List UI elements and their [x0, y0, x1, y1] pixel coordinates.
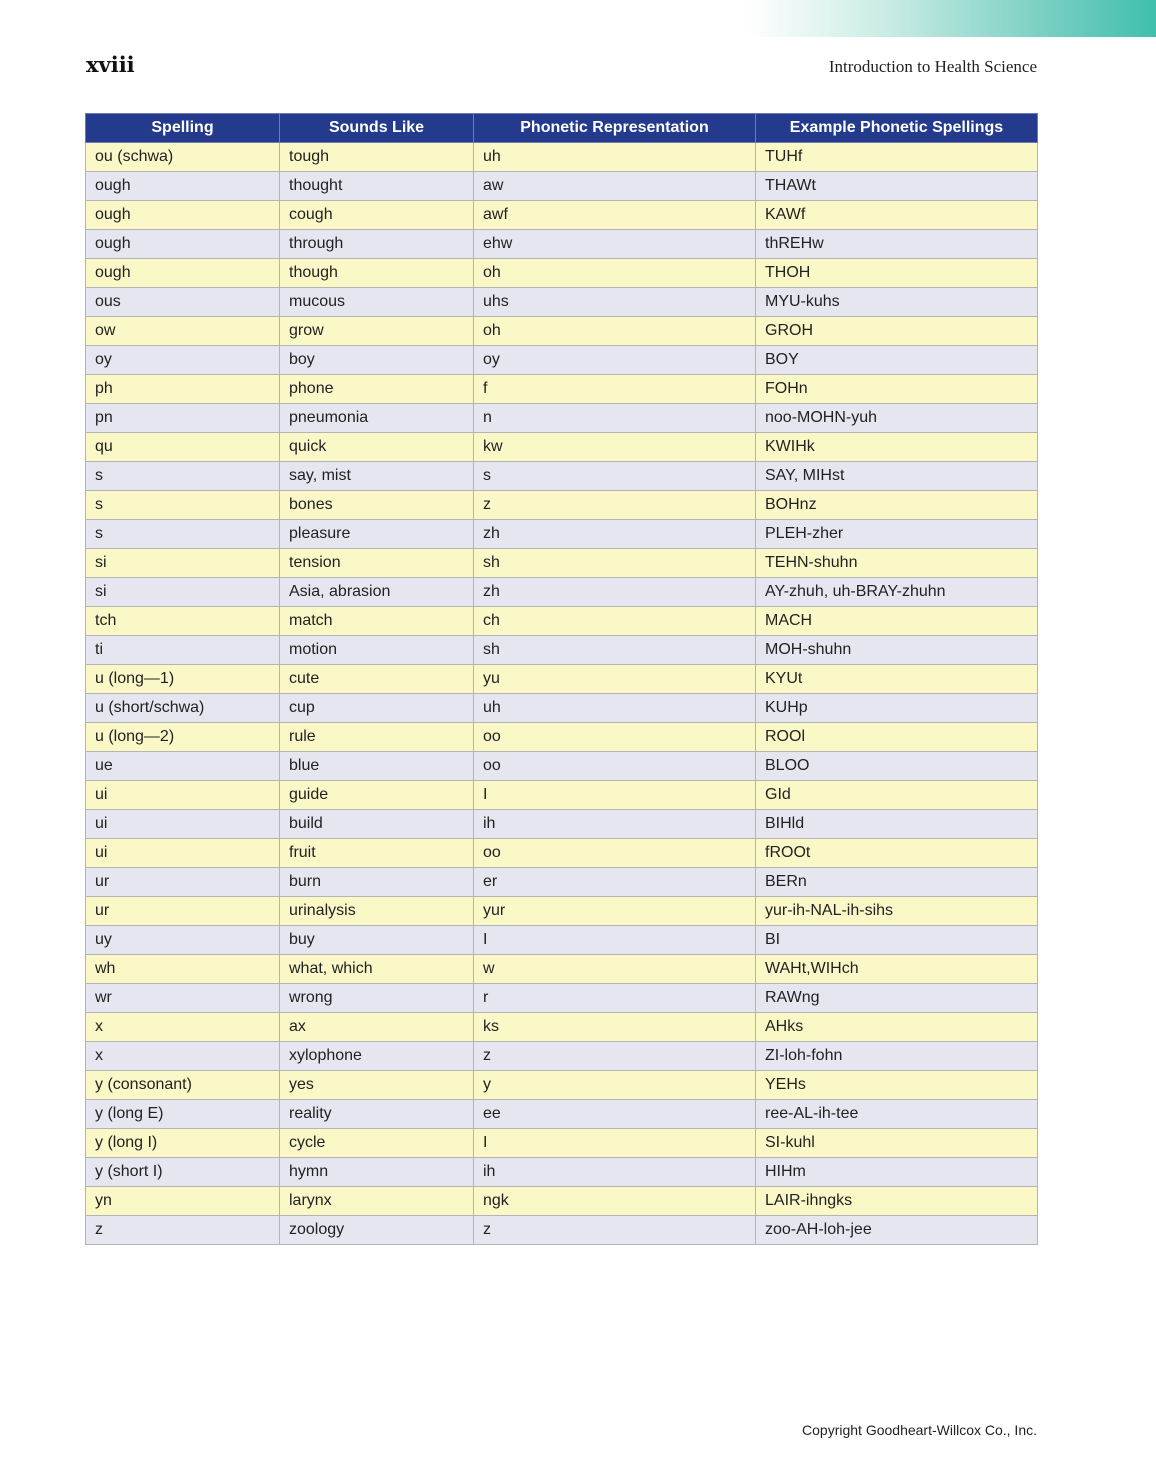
- example-cell: thREHw: [756, 230, 1038, 259]
- phonetic-cell: oo: [474, 752, 756, 781]
- example-cell: BLOO: [756, 752, 1038, 781]
- example-cell: BOHnz: [756, 491, 1038, 520]
- table-row: [86, 1013, 1038, 1042]
- table-row: [86, 1129, 1038, 1158]
- spelling-cell: ou (schwa): [86, 143, 280, 172]
- sounds-like-cell: say, mist: [280, 462, 474, 491]
- spelling-cell: x: [86, 1042, 280, 1071]
- table-row: [86, 201, 1038, 230]
- phonetic-cell: s: [474, 462, 756, 491]
- table-row: [86, 1216, 1038, 1245]
- phonetic-cell: ngk: [474, 1187, 756, 1216]
- sounds-like-cell: rule: [280, 723, 474, 752]
- spelling-cell: si: [86, 578, 280, 607]
- example-cell: TUHf: [756, 143, 1038, 172]
- sounds-like-cell: yes: [280, 1071, 474, 1100]
- example-cell: KAWf: [756, 201, 1038, 230]
- table-row: [86, 288, 1038, 317]
- table-row: [86, 259, 1038, 288]
- example-cell: AHks: [756, 1013, 1038, 1042]
- phonetic-cell: er: [474, 868, 756, 897]
- phonetic-cell: sh: [474, 549, 756, 578]
- spelling-cell: s: [86, 462, 280, 491]
- phonetic-cell: aw: [474, 172, 756, 201]
- spelling-cell: qu: [86, 433, 280, 462]
- table-row: [86, 897, 1038, 926]
- sounds-like-cell: build: [280, 810, 474, 839]
- spelling-cell: s: [86, 491, 280, 520]
- spelling-cell: wh: [86, 955, 280, 984]
- phonetic-cell: z: [474, 491, 756, 520]
- phonetic-cell: oy: [474, 346, 756, 375]
- table-row: [86, 926, 1038, 955]
- example-cell: RAWng: [756, 984, 1038, 1013]
- example-cell: MOH-shuhn: [756, 636, 1038, 665]
- example-cell: MACH: [756, 607, 1038, 636]
- phonetic-cell: ih: [474, 810, 756, 839]
- example-cell: KWIHk: [756, 433, 1038, 462]
- phonetic-cell: yu: [474, 665, 756, 694]
- sounds-like-cell: Asia, abrasion: [280, 578, 474, 607]
- spelling-cell: ous: [86, 288, 280, 317]
- table-row: [86, 1187, 1038, 1216]
- spelling-cell: ow: [86, 317, 280, 346]
- example-cell: LAIR-ihngks: [756, 1187, 1038, 1216]
- spelling-cell: ur: [86, 897, 280, 926]
- spelling-cell: y (long I): [86, 1129, 280, 1158]
- phonetic-cell: yur: [474, 897, 756, 926]
- example-cell: THOH: [756, 259, 1038, 288]
- spelling-cell: y (consonant): [86, 1071, 280, 1100]
- example-cell: SAY, MIHst: [756, 462, 1038, 491]
- phonetic-cell: zh: [474, 578, 756, 607]
- sounds-like-cell: bones: [280, 491, 474, 520]
- spelling-cell: u (short/schwa): [86, 694, 280, 723]
- phonetic-cell: uh: [474, 694, 756, 723]
- table-row: [86, 462, 1038, 491]
- phonetic-cell: uhs: [474, 288, 756, 317]
- table-row: [86, 404, 1038, 433]
- phonetic-cell: I: [474, 926, 756, 955]
- phonetic-cell: z: [474, 1042, 756, 1071]
- spelling-cell: ue: [86, 752, 280, 781]
- sounds-like-cell: cycle: [280, 1129, 474, 1158]
- spelling-cell: ur: [86, 868, 280, 897]
- table-row: [86, 375, 1038, 404]
- table-row: [86, 230, 1038, 259]
- sounds-like-cell: tension: [280, 549, 474, 578]
- phonetic-cell: n: [474, 404, 756, 433]
- table-header-row: [86, 114, 1038, 143]
- example-cell: ZI-loh-fohn: [756, 1042, 1038, 1071]
- phonetic-cell: ih: [474, 1158, 756, 1187]
- table-row: [86, 549, 1038, 578]
- phonetic-cell: ks: [474, 1013, 756, 1042]
- example-cell: YEHs: [756, 1071, 1038, 1100]
- sounds-like-cell: xylophone: [280, 1042, 474, 1071]
- sounds-like-cell: buy: [280, 926, 474, 955]
- spelling-cell: pn: [86, 404, 280, 433]
- example-cell: yur-ih-NAL-ih-sihs: [756, 897, 1038, 926]
- sounds-like-cell: pleasure: [280, 520, 474, 549]
- table-row: [86, 433, 1038, 462]
- table-row: [86, 839, 1038, 868]
- spelling-cell: s: [86, 520, 280, 549]
- table-row: [86, 317, 1038, 346]
- table-row: [86, 1071, 1038, 1100]
- sounds-like-cell: cute: [280, 665, 474, 694]
- phonetic-cell: w: [474, 955, 756, 984]
- decorative-gradient-band: [746, 0, 1156, 37]
- column-header-phonetic-representation: Phonetic Representation: [474, 114, 756, 143]
- phonetic-cell: sh: [474, 636, 756, 665]
- table-row: [86, 1158, 1038, 1187]
- spelling-cell: tch: [86, 607, 280, 636]
- sounds-like-cell: phone: [280, 375, 474, 404]
- table-row: [86, 1042, 1038, 1071]
- example-cell: WAHt,WIHch: [756, 955, 1038, 984]
- spelling-cell: ough: [86, 172, 280, 201]
- spelling-cell: wr: [86, 984, 280, 1013]
- sounds-like-cell: zoology: [280, 1216, 474, 1245]
- sounds-like-cell: urinalysis: [280, 897, 474, 926]
- sounds-like-cell: fruit: [280, 839, 474, 868]
- table-row: [86, 810, 1038, 839]
- sounds-like-cell: quick: [280, 433, 474, 462]
- spelling-cell: yn: [86, 1187, 280, 1216]
- copyright-notice: Copyright Goodheart-Willcox Co., Inc.: [802, 1422, 1037, 1438]
- table-row: [86, 723, 1038, 752]
- phonetic-cell: kw: [474, 433, 756, 462]
- sounds-like-cell: grow: [280, 317, 474, 346]
- example-cell: BIHld: [756, 810, 1038, 839]
- sounds-like-cell: cup: [280, 694, 474, 723]
- page-number: xviii: [86, 52, 135, 77]
- phonetic-cell: zh: [474, 520, 756, 549]
- phonetic-cell: I: [474, 1129, 756, 1158]
- table-row: [86, 955, 1038, 984]
- example-cell: MYU-kuhs: [756, 288, 1038, 317]
- spelling-cell: x: [86, 1013, 280, 1042]
- table-row: [86, 520, 1038, 549]
- phonetic-cell: oo: [474, 723, 756, 752]
- example-cell: KUHp: [756, 694, 1038, 723]
- table-row: [86, 868, 1038, 897]
- spelling-cell: y (short I): [86, 1158, 280, 1187]
- example-cell: THAWt: [756, 172, 1038, 201]
- spelling-cell: si: [86, 549, 280, 578]
- column-header-sounds-like: Sounds Like: [280, 114, 474, 143]
- example-cell: HIHm: [756, 1158, 1038, 1187]
- phonetic-cell: oh: [474, 317, 756, 346]
- sounds-like-cell: what, which: [280, 955, 474, 984]
- example-cell: BI: [756, 926, 1038, 955]
- spelling-cell: ui: [86, 839, 280, 868]
- example-cell: zoo-AH-loh-jee: [756, 1216, 1038, 1245]
- table-row: [86, 491, 1038, 520]
- spelling-cell: ph: [86, 375, 280, 404]
- example-cell: KYUt: [756, 665, 1038, 694]
- sounds-like-cell: through: [280, 230, 474, 259]
- sounds-like-cell: mucous: [280, 288, 474, 317]
- example-cell: ROOl: [756, 723, 1038, 752]
- table-row: [86, 172, 1038, 201]
- example-cell: TEHN-shuhn: [756, 549, 1038, 578]
- phonetic-cell: I: [474, 781, 756, 810]
- phonetic-cell: uh: [474, 143, 756, 172]
- sounds-like-cell: wrong: [280, 984, 474, 1013]
- sounds-like-cell: blue: [280, 752, 474, 781]
- sounds-like-cell: pneumonia: [280, 404, 474, 433]
- example-cell: ree-AL-ih-tee: [756, 1100, 1038, 1129]
- table-row: [86, 694, 1038, 723]
- spelling-cell: ui: [86, 810, 280, 839]
- sounds-like-cell: though: [280, 259, 474, 288]
- example-cell: GROH: [756, 317, 1038, 346]
- example-cell: GId: [756, 781, 1038, 810]
- table-row: [86, 578, 1038, 607]
- example-cell: BOY: [756, 346, 1038, 375]
- table-row: [86, 752, 1038, 781]
- sounds-like-cell: cough: [280, 201, 474, 230]
- sounds-like-cell: guide: [280, 781, 474, 810]
- phonetic-cell: oh: [474, 259, 756, 288]
- phonetic-cell: ehw: [474, 230, 756, 259]
- sounds-like-cell: match: [280, 607, 474, 636]
- example-cell: noo-MOHN-yuh: [756, 404, 1038, 433]
- phonetic-cell: awf: [474, 201, 756, 230]
- sounds-like-cell: thought: [280, 172, 474, 201]
- sounds-like-cell: larynx: [280, 1187, 474, 1216]
- phonetic-cell: f: [474, 375, 756, 404]
- sounds-like-cell: reality: [280, 1100, 474, 1129]
- table-row: [86, 143, 1038, 172]
- table-row: [86, 665, 1038, 694]
- sounds-like-cell: burn: [280, 868, 474, 897]
- sounds-like-cell: ax: [280, 1013, 474, 1042]
- spelling-cell: ough: [86, 201, 280, 230]
- phonetic-cell: r: [474, 984, 756, 1013]
- spelling-cell: ough: [86, 259, 280, 288]
- column-header-example-phonetic-spellings: Example Phonetic Spellings: [756, 114, 1038, 143]
- phonetic-cell: y: [474, 1071, 756, 1100]
- example-cell: BERn: [756, 868, 1038, 897]
- table-row: [86, 346, 1038, 375]
- phonetic-cell: oo: [474, 839, 756, 868]
- spelling-cell: u (long—1): [86, 665, 280, 694]
- table-row: [86, 607, 1038, 636]
- spelling-cell: y (long E): [86, 1100, 280, 1129]
- example-cell: FOHn: [756, 375, 1038, 404]
- spelling-cell: ti: [86, 636, 280, 665]
- spelling-cell: ui: [86, 781, 280, 810]
- phonetic-table: [85, 113, 1038, 1245]
- sounds-like-cell: boy: [280, 346, 474, 375]
- table-row: [86, 781, 1038, 810]
- spelling-cell: ough: [86, 230, 280, 259]
- example-cell: fROOt: [756, 839, 1038, 868]
- table-row: [86, 636, 1038, 665]
- sounds-like-cell: tough: [280, 143, 474, 172]
- table-row: [86, 1100, 1038, 1129]
- spelling-cell: z: [86, 1216, 280, 1245]
- example-cell: PLEH-zher: [756, 520, 1038, 549]
- phonetic-cell: z: [474, 1216, 756, 1245]
- phonetic-cell: ee: [474, 1100, 756, 1129]
- sounds-like-cell: hymn: [280, 1158, 474, 1187]
- spelling-cell: oy: [86, 346, 280, 375]
- example-cell: AY-zhuh, uh-BRAY-zhuhn: [756, 578, 1038, 607]
- column-header-spelling: Spelling: [86, 114, 280, 143]
- spelling-cell: uy: [86, 926, 280, 955]
- running-title: Introduction to Health Science: [828, 57, 1037, 76]
- sounds-like-cell: motion: [280, 636, 474, 665]
- spelling-cell: u (long—2): [86, 723, 280, 752]
- example-cell: SI-kuhl: [756, 1129, 1038, 1158]
- table-row: [86, 984, 1038, 1013]
- phonetic-cell: ch: [474, 607, 756, 636]
